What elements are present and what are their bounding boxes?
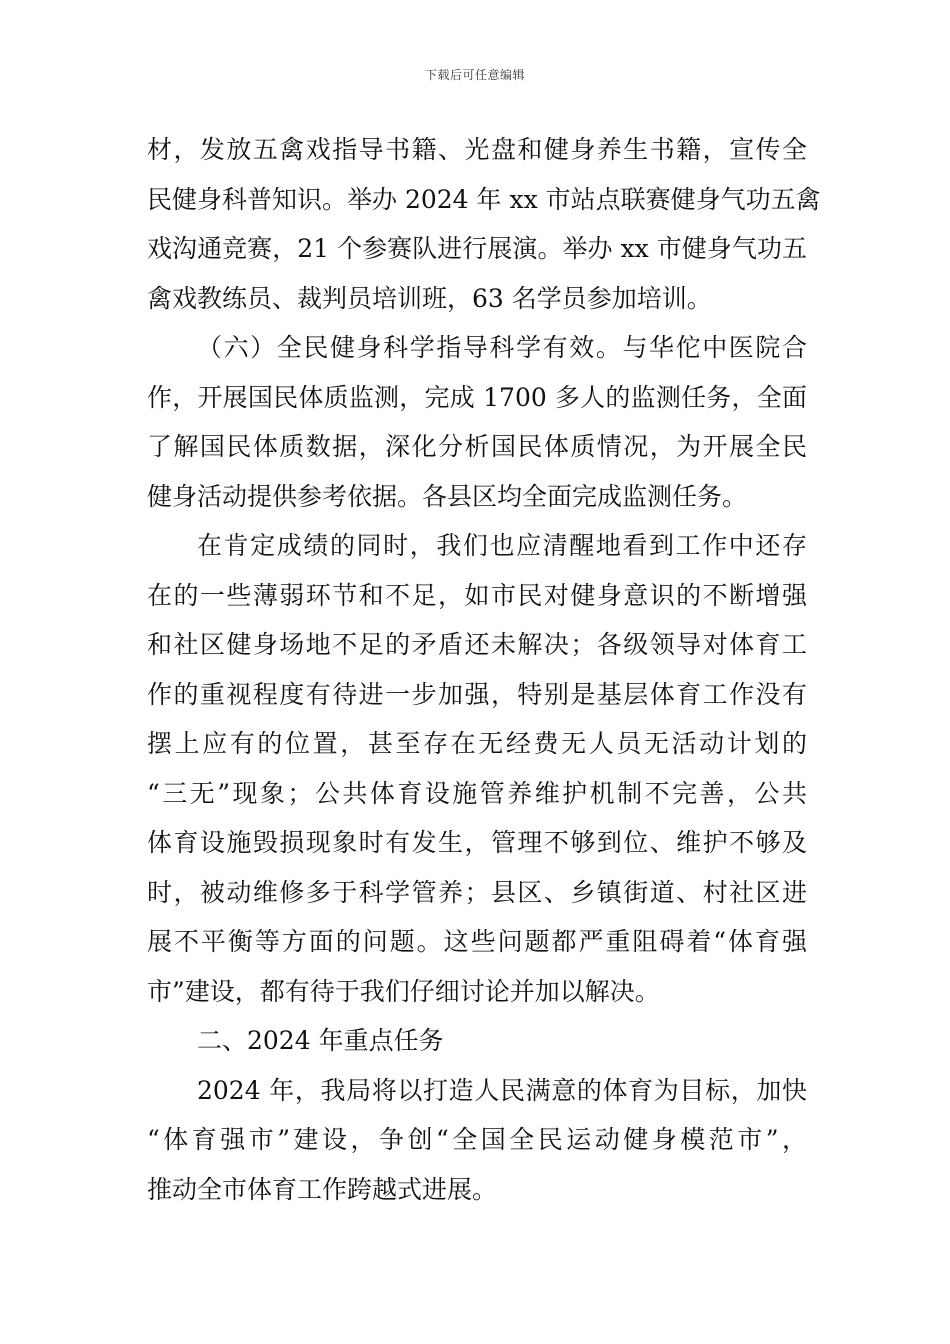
text-line: 在肯定成绩的同时，我们也应清醒地看到工作中还存	[197, 531, 807, 560]
text-line: 作，开展国民体质监测，完成 1700 多人的监测任务，全面	[147, 382, 807, 412]
text-line: 市”建设，都有待于我们仔细讨论并加以解决。	[147, 976, 660, 1006]
paragraph-3	[147, 521, 807, 1016]
text-line: “体育强市”建设，争创“全国全民运动健身模范市”，	[147, 1125, 807, 1154]
text-line: （六）全民健身科学指导科学有效。与华佗中医院合	[197, 333, 807, 362]
text-line: 推动全市体育工作跨越式进展。	[147, 1174, 498, 1204]
text-line: 了解国民体质数据，深化分析国民体质情况，为开展全民	[147, 432, 807, 461]
paragraph-2	[147, 323, 807, 521]
paragraph-5	[147, 1066, 807, 1215]
paragraph-1	[147, 125, 821, 323]
text-line: 二、2024 年重点任务	[197, 1026, 444, 1055]
text-line: 材，发放五禽戏指导书籍、光盘和健身养生书籍，宣传全	[147, 135, 807, 164]
text-line: 2024 年，我局将以打造人民满意的体育为目标，加快	[197, 1075, 807, 1105]
text-line: 民健身科普知识。举办 2024 年 xx 市站点联赛健身气功五禽	[147, 184, 821, 214]
section-heading	[147, 1016, 807, 1066]
text-line: 作的重视程度有待进一步加强，特别是基层体育工作没有	[147, 679, 807, 709]
text-line: 在的一些薄弱环节和不足，如市民对健身意识的不断增强	[147, 580, 807, 610]
text-line: 摆上应有的位置，甚至存在无经费无人员无活动计划的	[147, 729, 807, 758]
text-line: 时，被动维修多于科学管养；县区、乡镇街道、村社区进	[147, 877, 807, 907]
text-line: 戏沟通竞赛，21 个参赛队进行展演。举办 xx 市健身气功五	[147, 234, 807, 263]
text-line: 展不平衡等方面的问题。这些问题都严重阻碍着“体育强	[147, 927, 807, 956]
text-line: 健身活动提供参考依据。各县区均全面完成监测任务。	[147, 481, 748, 511]
text-line: 禽戏教练员、裁判员培训班，63 名学员参加培训。	[147, 283, 712, 313]
header-note: 下载后可任意编辑	[424, 68, 525, 82]
document-body	[147, 125, 821, 1214]
text-line: “三无”现象；公共体育设施管养维护机制不完善，公共	[147, 778, 807, 808]
text-line: 和社区健身场地不足的矛盾还未解决；各级领导对体育工	[147, 630, 807, 659]
text-line: 体育设施毁损现象时有发生，管理不够到位、维护不够及	[147, 828, 807, 857]
